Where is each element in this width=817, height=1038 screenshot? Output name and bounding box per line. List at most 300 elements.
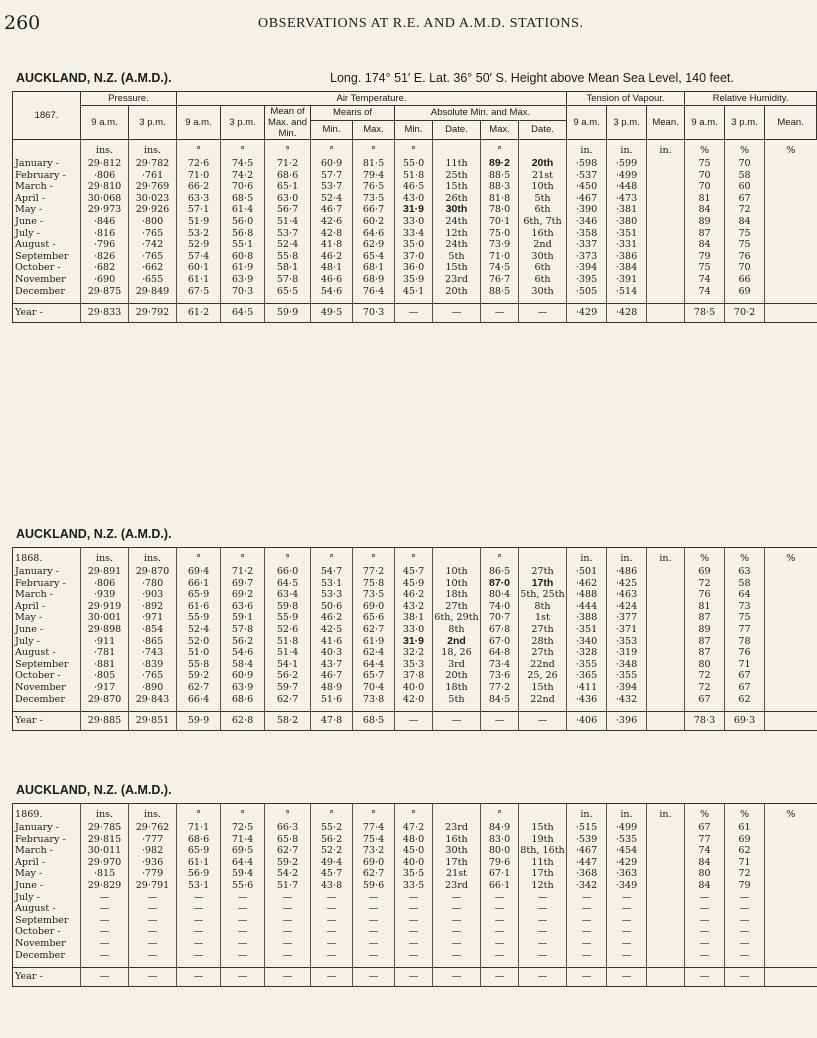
tension-mean-cell <box>647 170 685 182</box>
tension-mean-cell <box>647 659 685 671</box>
tension-mean-cell <box>647 822 685 834</box>
humidity-mean-cell <box>765 694 817 706</box>
pressure-3pm-cell: ·780 <box>129 578 177 590</box>
humidity-9am-cell: 69 <box>685 566 725 578</box>
abs-max-date-cell: 5th <box>519 193 567 205</box>
pressure-9am-cell: ·690 <box>81 274 129 286</box>
humidity-9am-cell: — <box>685 938 725 950</box>
tension-mean-cell <box>647 286 685 298</box>
abs-max-cell: 74·0 <box>481 601 519 613</box>
pressure-3pm-cell: ·779 <box>129 868 177 880</box>
table-row <box>13 274 817 286</box>
humidity-9am-cell: — <box>685 968 725 987</box>
abs-min-date-cell: 18, 26 <box>433 647 481 659</box>
tension-3pm-cell: — <box>607 938 647 950</box>
means-max-cell: 60·2 <box>353 216 395 228</box>
means-max-cell: 73·8 <box>353 694 395 706</box>
humidity-mean-cell <box>765 589 817 601</box>
abs-max-date-cell: 10th <box>519 181 567 193</box>
abs-max-cell: 88·3 <box>481 181 519 193</box>
tension-3pm-cell: — <box>607 903 647 915</box>
means-min-cell: 52·4 <box>311 193 353 205</box>
tension-9am-cell: ·368 <box>567 868 607 880</box>
temp-9am-cell: 53·2 <box>177 228 221 240</box>
month-cell: May - <box>13 612 81 624</box>
mean-maxmin-cell: 51·7 <box>265 880 311 892</box>
section-title-1868: AUCKLAND, N.Z. (A.M.D.). <box>16 527 172 541</box>
month-cell: July - <box>13 228 81 240</box>
abs-min-date-cell: — <box>433 968 481 987</box>
pressure-3pm-cell: — <box>129 926 177 938</box>
humidity-3pm-cell: 70 <box>725 262 765 274</box>
unit-label: in. <box>607 548 647 567</box>
tension-3pm-cell: ·432 <box>607 694 647 706</box>
tension-3pm-cell: ·394 <box>607 682 647 694</box>
tension-3pm-cell: ·514 <box>607 286 647 298</box>
tension-3pm-cell: ·463 <box>607 589 647 601</box>
abs-min-cell: 51·8 <box>395 170 433 182</box>
tension-9am-cell: ·450 <box>567 181 607 193</box>
abs-max-cell: — <box>481 926 519 938</box>
temp-3pm-cell: 70·3 <box>221 286 265 298</box>
abs-max-cell: 78·0 <box>481 204 519 216</box>
unit-label: in. <box>607 804 647 823</box>
year-total-row <box>13 304 817 323</box>
means-min-cell: 56·2 <box>311 834 353 846</box>
pressure-3pm-cell: ·765 <box>129 670 177 682</box>
humidity-9am-cell: 72 <box>685 670 725 682</box>
abs-min-date-cell: 6th, 29th <box>434 612 479 624</box>
month-cell: September <box>13 251 81 263</box>
abs-max-cell: 80·0 <box>481 845 519 857</box>
table-row <box>13 228 817 240</box>
tension-9am-cell: ·447 <box>567 857 607 869</box>
table-row <box>13 204 817 216</box>
tension-mean-cell <box>647 239 685 251</box>
month-cell: April - <box>13 193 81 205</box>
pressure-3pm-cell: 29·791 <box>129 880 177 892</box>
humidity-3pm-cell: 75 <box>725 228 765 240</box>
tension-9am-header: 9 a.m. <box>567 106 607 140</box>
abs-max-date-cell: 8th <box>519 601 567 613</box>
humidity-mean-cell <box>765 624 817 636</box>
means-min-cell: 41·6 <box>311 636 353 648</box>
humidity-9am-cell: 81 <box>685 601 725 613</box>
humidity-3pm-cell: 58 <box>725 170 765 182</box>
means-min-cell: 55·2 <box>311 822 353 834</box>
unit-label: % <box>725 804 765 823</box>
abs-max-date-cell: 30th <box>519 251 567 263</box>
abs-min-date-cell: 2nd <box>433 636 481 648</box>
pressure-9am-cell: — <box>81 903 129 915</box>
tension-9am-cell: ·355 <box>567 659 607 671</box>
humidity-9am-cell: 89 <box>685 624 725 636</box>
humidity-9am-cell: 81 <box>685 193 725 205</box>
abs-max-date-cell: 6th <box>519 274 567 286</box>
tension-3pm-cell: ·473 <box>607 193 647 205</box>
month-cell: January - <box>13 158 81 170</box>
unit-label: in. <box>647 548 685 567</box>
humidity-3pm-cell: 70·2 <box>725 304 765 323</box>
temp-3pm-cell: 61·4 <box>221 204 265 216</box>
means-max-cell: 75·4 <box>353 834 395 846</box>
abs-min-cell: 37·8 <box>395 670 433 682</box>
humidity-mean-cell <box>765 601 817 613</box>
abs-min-date-cell: 21st <box>433 868 481 880</box>
abs-max-date-cell: — <box>519 304 567 323</box>
humidity-mean-cell <box>765 822 817 834</box>
tension-9am-cell: ·395 <box>567 274 607 286</box>
tension-mean-cell <box>647 694 685 706</box>
pressure-3pm-cell: 29·769 <box>129 181 177 193</box>
pressure-3pm-header: 3 p.m. <box>129 106 177 140</box>
tension-mean-cell <box>647 938 685 950</box>
abs-min-cell: — <box>395 926 433 938</box>
tension-3pm-cell: — <box>607 926 647 938</box>
humidity-9am-cell: 78·5 <box>685 304 725 323</box>
pressure-9am-cell: 29·829 <box>81 880 129 892</box>
table-row <box>13 880 817 892</box>
pressure-3pm-cell: ·971 <box>129 612 177 624</box>
pressure-3pm-cell: 29·926 <box>129 204 177 216</box>
table-row <box>13 589 817 601</box>
table-row <box>13 216 817 228</box>
month-cell: March - <box>13 181 81 193</box>
temp-3pm-cell: — <box>221 915 265 927</box>
abs-max-cell: 67·0 <box>481 636 519 648</box>
means-min-cell: — <box>311 926 353 938</box>
pressure-3pm-cell: ·662 <box>129 262 177 274</box>
means-max-cell: 76·5 <box>353 181 395 193</box>
tension-mean-cell <box>647 712 685 731</box>
abs-min-cell: — <box>395 903 433 915</box>
temp-9am-cell: 63·3 <box>177 193 221 205</box>
table-row <box>13 624 817 636</box>
unit-label: ° <box>177 804 221 823</box>
abs-max-date-cell: — <box>519 892 567 904</box>
tension-mean-cell <box>647 578 685 590</box>
unit-label: ° <box>311 804 353 823</box>
pressure-9am-cell: 29·785 <box>81 822 129 834</box>
pressure-9am-cell: ·917 <box>81 682 129 694</box>
means-max-cell: 81·5 <box>353 158 395 170</box>
unit-label: % <box>765 804 817 823</box>
tension-mean-cell <box>647 868 685 880</box>
month-cell: June - <box>13 216 81 228</box>
tension-3pm-cell: ·377 <box>607 612 647 624</box>
table-row <box>13 694 817 706</box>
temp-9am-cell: 57·4 <box>177 251 221 263</box>
tension-9am-cell: — <box>567 968 607 987</box>
humidity-9am-cell: 87 <box>685 647 725 659</box>
tension-9am-cell: — <box>567 938 607 950</box>
abs-max-cell: — <box>481 968 519 987</box>
means-min-cell: 46·6 <box>311 274 353 286</box>
units-row <box>13 548 817 567</box>
abs-max-cell: 84·9 <box>481 822 519 834</box>
month-cell: July - <box>13 892 81 904</box>
temp-9am-cell: — <box>177 903 221 915</box>
temp-3pm-cell: 64·4 <box>221 857 265 869</box>
abs-max-cell: — <box>481 938 519 950</box>
abs-max-date-cell: — <box>519 903 567 915</box>
abs-min-cell: — <box>395 938 433 950</box>
pressure-9am-cell: ·806 <box>81 170 129 182</box>
unit-label: ° <box>353 804 395 823</box>
tension-mean-cell <box>647 624 685 636</box>
abs-max-cell: — <box>481 903 519 915</box>
abs-min-cell: 33·0 <box>395 624 433 636</box>
humidity-9am-cell: 74 <box>685 286 725 298</box>
humidity-3pm-cell: 67 <box>725 193 765 205</box>
abs-max-date-cell: 6th <box>519 262 567 274</box>
means-max-cell: — <box>353 915 395 927</box>
humidity-9am-cell: 87 <box>685 636 725 648</box>
unit-label: in. <box>567 804 607 823</box>
abs-min-cell: 45·9 <box>395 578 433 590</box>
abs-max-date-cell: 22nd <box>519 659 567 671</box>
abs-max-date-cell: — <box>519 712 567 731</box>
temp-3pm-cell: 56·0 <box>221 216 265 228</box>
tension-9am-cell: ·394 <box>567 262 607 274</box>
tension-9am-cell: ·365 <box>567 670 607 682</box>
abs-max-cell: — <box>481 950 519 962</box>
month-cell: October - <box>13 262 81 274</box>
unit-label <box>433 140 481 159</box>
temp-9am-cell: 56·9 <box>177 868 221 880</box>
tension-mean-header: Mean. <box>647 106 685 140</box>
abs-max-date-cell: 12th <box>519 880 567 892</box>
tension-mean-cell <box>647 892 685 904</box>
temp-9am-cell: 66·4 <box>177 694 221 706</box>
tension-3pm-cell: ·353 <box>607 636 647 648</box>
humidity-3pm-cell: 84 <box>725 216 765 228</box>
month-cell: Year - <box>13 304 81 323</box>
means-max-cell: 65·6 <box>353 612 395 624</box>
temp-3pm-cell: — <box>221 892 265 904</box>
humidity-mean-cell <box>765 659 817 671</box>
temp-3pm-cell: 57·8 <box>221 624 265 636</box>
abs-min-date-cell: 23rd <box>433 274 481 286</box>
unit-label <box>519 804 567 823</box>
temp-9am-cell: 65·9 <box>177 845 221 857</box>
unit-label: ° <box>395 140 433 159</box>
unit-label: % <box>725 548 765 567</box>
means-max-cell: 79·4 <box>353 170 395 182</box>
abs-min-cell: 55·0 <box>395 158 433 170</box>
pressure-9am-cell: 29·973 <box>81 204 129 216</box>
abs-min-cell: 35·0 <box>395 239 433 251</box>
tension-9am-cell: ·429 <box>567 304 607 323</box>
abs-min-cell: 48·0 <box>395 834 433 846</box>
abs-max-cell: 75·0 <box>481 228 519 240</box>
mean-maxmin-cell: 62·7 <box>265 694 311 706</box>
temp-3pm-cell: 69·7 <box>221 578 265 590</box>
means-min-cell: 46·2 <box>311 251 353 263</box>
means-min-cell: 42·8 <box>311 228 353 240</box>
tension-9am-cell: ·444 <box>567 601 607 613</box>
abs-min-cell: 35·5 <box>395 868 433 880</box>
temp-3pm-cell: 64·5 <box>221 304 265 323</box>
humidity-9am-cell: 84 <box>685 857 725 869</box>
table-row <box>13 903 817 915</box>
humidity-9am-cell: 78·3 <box>685 712 725 731</box>
humidity-mean-cell <box>765 578 817 590</box>
means-min-cell: 53·1 <box>311 578 353 590</box>
abs-min-date-cell: 20th <box>433 286 481 298</box>
humidity-mean-cell <box>765 845 817 857</box>
means-max-cell: 64·4 <box>353 659 395 671</box>
humidity-3pm-cell: 75 <box>725 239 765 251</box>
mean-maxmin-cell: — <box>265 938 311 950</box>
abs-max-date-cell: 8th, 16th <box>520 845 565 857</box>
tension-9am-cell: ·537 <box>567 170 607 182</box>
unit-label: % <box>765 140 817 159</box>
tension-3pm-cell: ·331 <box>607 239 647 251</box>
pressure-9am-cell: — <box>81 950 129 962</box>
humidity-9am-cell: 76 <box>685 589 725 601</box>
mean-maxmin-cell: 68·6 <box>265 170 311 182</box>
temp-3pm-cell: — <box>221 903 265 915</box>
humidity-3pm-cell: 70 <box>725 158 765 170</box>
humidity-mean-cell <box>765 903 817 915</box>
abs-max-cell: 76·7 <box>481 274 519 286</box>
mean-maxmin-cell: 65·8 <box>265 834 311 846</box>
tension-9am-cell: ·351 <box>567 624 607 636</box>
pressure-3pm-cell: ·777 <box>129 834 177 846</box>
tension-3pm-cell: ·363 <box>607 868 647 880</box>
abs-max-cell: 81·8 <box>481 193 519 205</box>
tension-9am-cell: ·340 <box>567 636 607 648</box>
unit-label: ° <box>177 548 221 567</box>
humidity-mean-cell <box>765 636 817 648</box>
tension-mean-cell <box>647 834 685 846</box>
mean-maxmin-cell: 56·7 <box>265 204 311 216</box>
pressure-9am-cell: 29·891 <box>81 566 129 578</box>
tension-9am-cell: ·598 <box>567 158 607 170</box>
humidity-3pm-cell: 67 <box>725 682 765 694</box>
means-max-cell: 62·7 <box>353 624 395 636</box>
means-max-cell: 62·4 <box>353 647 395 659</box>
table-row <box>13 892 817 904</box>
humidity-mean-cell <box>765 170 817 182</box>
tension-mean-cell <box>647 251 685 263</box>
pressure-3pm-cell: ·892 <box>129 601 177 613</box>
pressure-3pm-cell: ·839 <box>129 659 177 671</box>
humidity-mean-cell <box>765 834 817 846</box>
table-row <box>13 170 817 182</box>
means-min-cell: 41·8 <box>311 239 353 251</box>
pressure-3pm-cell: ·765 <box>129 251 177 263</box>
humidity-3pm-cell: 76 <box>725 647 765 659</box>
table-row <box>13 950 817 962</box>
tension-3pm-cell: ·499 <box>607 170 647 182</box>
means-min-cell: 42·5 <box>311 624 353 636</box>
pressure-3pm-cell: ·854 <box>129 624 177 636</box>
abs-min-date-cell: — <box>433 915 481 927</box>
abs-max-date-cell: — <box>519 926 567 938</box>
tension-3pm-cell: ·384 <box>607 262 647 274</box>
tension-9am-cell: ·390 <box>567 204 607 216</box>
humidity-9am-cell: 74 <box>685 274 725 286</box>
pressure-9am-cell: ·781 <box>81 647 129 659</box>
abs-min-date-cell: 23rd <box>433 880 481 892</box>
means-max-cell: 65·7 <box>353 670 395 682</box>
humidity-3pm-cell: — <box>725 903 765 915</box>
means-max-cell: — <box>353 968 395 987</box>
humidity-9am-cell: 77 <box>685 834 725 846</box>
tension-3pm-cell: — <box>607 915 647 927</box>
table-row <box>13 938 817 950</box>
means-max-cell: 59·6 <box>353 880 395 892</box>
tension-3pm-cell: ·429 <box>607 857 647 869</box>
tension-mean-cell <box>647 968 685 987</box>
station-location: Long. 174° 51′ E. Lat. 36° 50′ S. Height above Mean Sea Level, 140 feet. <box>330 71 734 85</box>
temp-3pm-cell: 63·9 <box>221 682 265 694</box>
unit-label: ° <box>221 140 265 159</box>
abs-min-cell: — <box>395 712 433 731</box>
abs-min-cell: 33·4 <box>395 228 433 240</box>
temp-9am-cell: 51·0 <box>177 647 221 659</box>
abs-max-cell: 88·5 <box>481 286 519 298</box>
humidity-9am-cell: 80 <box>685 659 725 671</box>
abs-max-cell: 79·6 <box>481 857 519 869</box>
unit-label: % <box>685 140 725 159</box>
means-min-cell: 42·6 <box>311 216 353 228</box>
humidity-9am-cell: 72 <box>685 682 725 694</box>
pressure-9am-cell: ·939 <box>81 589 129 601</box>
temp-9am-cell: 59·9 <box>177 712 221 731</box>
tension-9am-cell: ·539 <box>567 834 607 846</box>
mean-maxmin-cell: 56·2 <box>265 670 311 682</box>
means-max-cell: 76·4 <box>353 286 395 298</box>
table-row <box>13 578 817 590</box>
temp-9am-cell: 62·7 <box>177 682 221 694</box>
temp-9am-cell: 57·1 <box>177 204 221 216</box>
mean-maxmin-cell: 71·2 <box>265 158 311 170</box>
mean-maxmin-cell: 64·5 <box>265 578 311 590</box>
table-1868 <box>12 547 817 731</box>
means-of-header: Means of <box>311 106 395 121</box>
tension-9am-cell: ·358 <box>567 228 607 240</box>
tension-3pm-cell: ·371 <box>607 624 647 636</box>
month-cell: October - <box>13 670 81 682</box>
unit-label: ° <box>481 804 519 823</box>
abs-min-cell: — <box>395 915 433 927</box>
year-total-row <box>13 712 817 731</box>
tension-mean-cell <box>647 566 685 578</box>
abs-max-date-cell: — <box>519 968 567 987</box>
humidity-9am-cell: — <box>685 892 725 904</box>
humidity-9am-cell: — <box>685 903 725 915</box>
temp-3pm-cell: 72·5 <box>221 822 265 834</box>
humidity-mean-cell <box>765 286 817 298</box>
table-row <box>13 601 817 613</box>
abs-min-cell: 43·2 <box>395 601 433 613</box>
temp-3pm-cell: — <box>221 938 265 950</box>
pressure-9am-cell: — <box>81 892 129 904</box>
month-cell: February - <box>13 578 81 590</box>
mean-maxmin-cell: 51·8 <box>265 636 311 648</box>
humidity-3pm-cell: 72 <box>725 868 765 880</box>
temp-9am-cell: — <box>177 938 221 950</box>
tension-3pm-cell: ·391 <box>607 274 647 286</box>
tension-9am-cell: ·488 <box>567 589 607 601</box>
humidity-mean-cell <box>765 228 817 240</box>
humidity-9am-cell: 72 <box>685 578 725 590</box>
unit-label: % <box>685 804 725 823</box>
humidity-3pm-cell: 62 <box>725 694 765 706</box>
